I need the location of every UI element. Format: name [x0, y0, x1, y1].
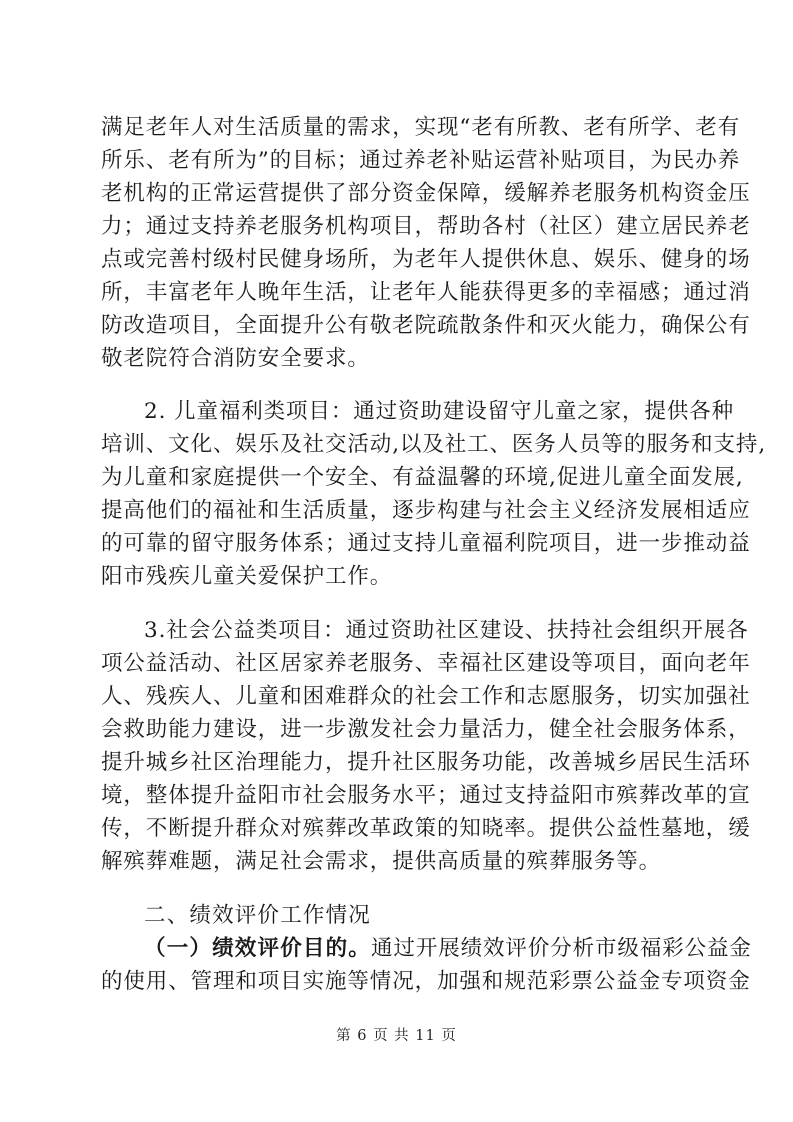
- social-welfare-paragraph-start: 3.社会公益类项目：通过资助社区建设、扶持社会组织开展各: [144, 618, 749, 643]
- subsection-paragraph-start: [144, 935, 752, 963]
- body-line-3: 老机构的正常运营提供了部分资金保障，缓解养老服务机构资金压: [101, 181, 751, 206]
- body-line-4: 力；通过支持养老服务机构项目，帮助各村（社区）建立居民养老: [101, 214, 751, 239]
- body-line-6: 所，丰富老年人晚年生活，让老年人能获得更多的幸福感；通过消: [101, 280, 751, 305]
- body-line-21: 传，不断提升群众对殡葬改革政策的知晓率。提供公益性墓地，缓: [101, 816, 751, 841]
- body-line-12: 提高他们的福祉和生活质量，逐步构建与社会主义经济发展相适应: [101, 498, 751, 523]
- body-line-5: 点或完善村级村民健身场所，为老年人提供休息、娱乐、健身的场: [101, 247, 751, 272]
- subsection-label: （一）绩效评价目的。: [144, 936, 372, 961]
- children-welfare-paragraph-start: 2. 儿童福利类项目：通过资助建设留守儿童之家，提供各种: [144, 399, 735, 424]
- body-line-7: 防改造项目，全面提升公有敬老院疏散条件和灭火能力，确保公有: [101, 313, 751, 338]
- body-line-8: 敬老院符合消防安全要求。: [101, 346, 370, 371]
- body-line-16: 项公益活动、社区居家养老服务、幸福社区建设等项目，面向老年: [101, 651, 751, 676]
- body-line-20: 境，整体提升益阳市社会服务水平；通过支持益阳市殡葬改革的宣: [101, 783, 751, 808]
- body-line-11: 为儿童和家庭提供一个安全、有益温馨的环境,促进儿童全面发展,: [101, 465, 744, 490]
- body-line-2: 所乐、老有所为”的目标；通过养老补贴运营补贴项目，为民办养: [101, 148, 741, 173]
- body-line-10: 培训、文化、娱乐及社交活动,以及社工、医务人员等的服务和支持,: [101, 432, 767, 457]
- body-line-22: 解殡葬难题，满足社会需求，提供高质量的殡葬服务等。: [101, 849, 662, 874]
- body-line-1: 满足老年人对生活质量的需求，实现“老有所教、老有所学、老有: [101, 115, 741, 140]
- section-heading: 二、绩效评价工作情况: [144, 903, 372, 928]
- subsection-text: 通过开展绩效评价分析市级福彩公益金: [371, 936, 752, 961]
- body-line-18: 会救助能力建设，进一步激发社会力量活力，健全社会服务体系，: [101, 717, 751, 742]
- body-line-19: 提升城乡社区治理能力，提升社区服务功能，改善城乡居民生活环: [101, 750, 751, 775]
- body-line-last: 的使用、管理和项目实施等情况，加强和规范彩票公益金专项资金: [101, 969, 751, 994]
- body-line-14: 阳市残疾儿童关爱保护工作。: [101, 564, 393, 589]
- body-line-17: 人、残疾人、儿童和困难群众的社会工作和志愿服务，切实加强社: [101, 684, 751, 709]
- page-number-footer: 第 6 页 共 11 页: [336, 1028, 457, 1044]
- body-line-13: 的可靠的留守服务体系；通过支持儿童福利院项目，进一步推动益: [101, 531, 751, 556]
